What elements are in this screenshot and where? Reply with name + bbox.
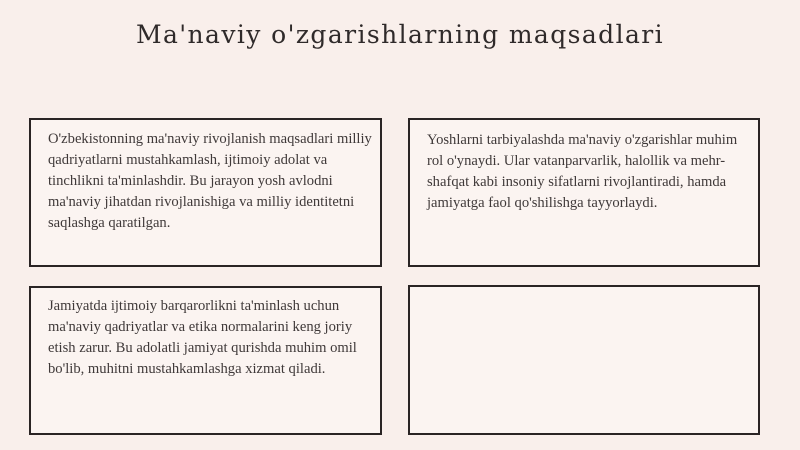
text-card-1 <box>29 118 382 267</box>
empty-card <box>408 285 760 435</box>
card-2-text: Yoshlarni tarbiyalashda ma'naviy o'zgarishlar muhim rol o'ynaydi. Ular vatanparvarlik, halollik va mehr-shafqat kabi insoniy sifatlarni rivojlantiradi, hamda jamiyatga faol qo'shilishga tayyorlaydi. <box>427 132 738 211</box>
card-3-text: Jamiyatda ijtimoiy barqarorlikni ta'minlash uchun ma'naviy qadriyatlar va etika normalarini keng joriy etish zarur. Bu adolatli jamiyat qurishda muhim omil bo'lib, muhitni mustahkamlashga xizmat qiladi. <box>48 298 357 377</box>
text-card-3 <box>29 286 382 435</box>
slide-title: Ma'naviy o'zgarishlarning maqsadlari <box>135 20 665 49</box>
text-card-2 <box>408 118 760 267</box>
card-1-text: O'zbekistonning ma'naviy rivojlanish maqsadlari milliy qadriyatlarni mustahkamlash, ijtimoiy adolat va tinchlikni ta'minlashdir. Bu jarayon yosh avlodni ma'naviy jihatdan rivojlanishiga va milliy identitetni saqlashga qaratilgan. <box>48 131 372 231</box>
